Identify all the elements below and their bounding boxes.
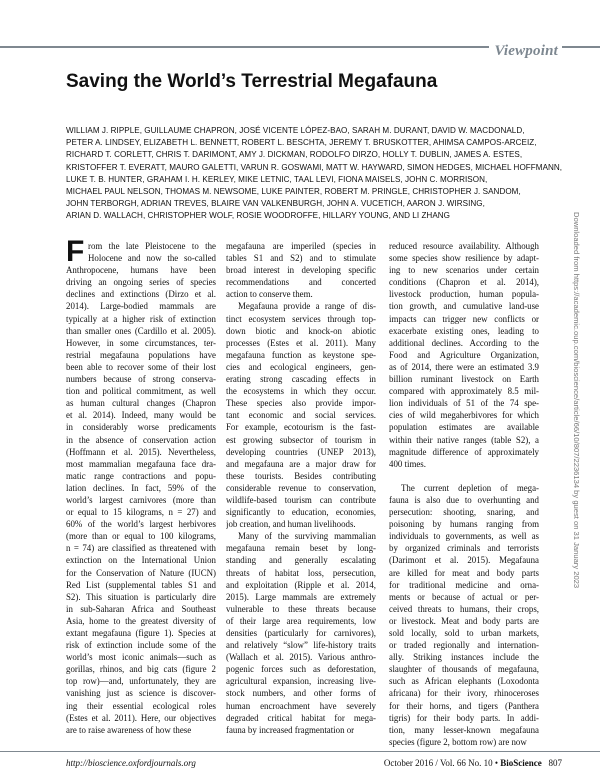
text-line: Food and Agriculture Organization, [389, 349, 539, 360]
text-line: reduced resource availability. Although [389, 241, 539, 251]
text-line: in sub-Saharan Africa and Southeast [66, 603, 216, 614]
text-line: action to conserve them. [226, 289, 313, 300]
text-line: agricultural expansion, increasing live- [226, 676, 376, 687]
author-line: ARIAN D. WALLACH, CHRISTOPHER WOLF, ROSIE WOODROFFE, HILLARY YOUNG, AND LI ZHANG [66, 211, 451, 221]
text-line: or equal to 15 kilograms, n = 27) and [66, 507, 216, 518]
footer-rule [0, 751, 600, 752]
text-line: extinction on the International Union [66, 555, 216, 566]
text-line: vanishing just as science is discover- [66, 688, 216, 699]
text-line: most mammalian megafauna face dra- [66, 458, 216, 469]
text-line: processes (Estes et al. 2011). Many [226, 337, 376, 348]
text-line: as of 2014, there were an estimated 3.9 [389, 361, 539, 372]
text-line: typically at a higher risk of extinction [66, 313, 216, 324]
text-line: africana) for their ivory, rhinoceroses [389, 688, 539, 699]
text-line: tion, many lesser-known megafauna [389, 724, 539, 735]
text-line: been able to recover some of their lost [66, 361, 216, 372]
text-line: within their native ranges (table S2), a [389, 434, 539, 445]
download-note: Downloaded from https://academic.oup.com/bioscience/article/66/10/807/2236134 by guest on 31 January 2023 [572, 212, 581, 589]
text-line: 2014). Large-bodied mammals are [66, 301, 216, 312]
text-line: exacerbate existing ones, leading to [389, 325, 539, 336]
text-line: some species show resilience by adapt- [389, 253, 539, 264]
text-line: such as African elephants (Loxodonta [389, 676, 539, 687]
text-line: n = 74) are classified as threatened with [66, 543, 216, 554]
text-line: world’s largest carnivores (more than [66, 494, 216, 505]
text-line [389, 470, 539, 482]
text-line: developing countries (UNEP 2013), [226, 446, 376, 457]
author-line: MICHAEL PAUL NELSON, THOMAS M. NEWSOME, LUKE PAINTER, ROBERT M. PRINGLE, CHRISTOPHER J. SANDOM, [66, 187, 521, 197]
author-line: PETER A. LINDSEY, ELIZABETH L. BENNETT, ROBERT L. BESCHTA, JEREMY T. BRUSKOTTER, AHIMSA CAMPOS-ARCEIZ, [66, 138, 537, 148]
text-line: threats of habitat loss, persecution, [226, 567, 376, 578]
text-line: or traded regionally and internation- [389, 640, 539, 651]
author-line: JOHN TERBORGH, ADRIAN TREVES, BLAIRE VAN VALKENBURGH, JOHN A. VUCETICH, AARON J. WIRSING, [66, 199, 485, 209]
text-line: lion individuals of 51 of the 74 spe- [389, 398, 539, 409]
text-line: wildlife-based tourism can contribute [226, 494, 376, 505]
text-line: These species also provide impor- [226, 398, 376, 409]
text-line: human encroachment have severely [226, 700, 376, 711]
text-line: are to raise awareness of how these [66, 724, 192, 735]
text-line: ceived threats to humans, their crops, [389, 603, 539, 614]
text-line: However, in some circumstances, ter- [66, 337, 216, 348]
text-line: rom the late Pleistocene to the [88, 241, 216, 251]
text-line: risk of extinction include some of the [66, 640, 216, 651]
text-line: (Wallach et al. 2015). Various anthro- [226, 652, 376, 663]
text-line: sold locally, sold to urban markets, [389, 628, 539, 638]
text-line: top row)—and, unfortunately, they are [66, 676, 216, 687]
text-line: est growing subsector of tourism in [226, 434, 376, 445]
footer-journal: BioScience [500, 758, 542, 768]
text-line: densities (particularly for carnivores), [226, 628, 376, 638]
text-line: tion and political commitment, as well [66, 386, 216, 397]
text-line: standing and generally escalating [226, 555, 376, 566]
text-line: Holocene and now the so-called [88, 253, 216, 264]
author-line: KRISTOFFER T. EVERATT, MAURO GALETTI, VARUN R. GOSWAMI, MATT W. HAYWARD, SIMON HEDGES, MICHAEL HOFFMANN, [66, 162, 563, 172]
text-line: population estimates are available [389, 422, 539, 433]
text-line: down biotic and knock-on abiotic [226, 325, 376, 336]
text-line: (more than or equal to 100 kilograms, [66, 531, 216, 542]
text-line: erating strong cascading effects in [226, 374, 376, 385]
text-line: compared with approximately 8.5 mil- [389, 386, 539, 397]
text-line: degraded critical habitat for mega- [226, 712, 376, 723]
text-line: fauna is also due to overhunting and [389, 494, 539, 505]
text-line: and exploitation (Ripple et al. 2014, [226, 579, 376, 590]
author-line: WILLIAM J. RIPPLE, GUILLAUME CHAPRON, JOSÉ VICENTE LÓPEZ-BAO, SARAH M. DURANT, DAVID W. MACDONALD, [66, 126, 525, 135]
text-line: megafauna remain beset by long- [226, 543, 376, 554]
text-line: 2015). Large mammals are extremely [226, 591, 376, 602]
text-line: Many of the surviving mammalian [238, 531, 376, 542]
text-line: lation declines. In fact, 59% of the [66, 482, 216, 493]
text-line: for traditional medicine and orna- [389, 579, 539, 590]
text-line: Megafauna provide a range of dis- [238, 301, 376, 312]
text-line: restrial megafauna populations have [66, 349, 216, 360]
text-line: by organized criminals and terrorists [389, 543, 539, 554]
text-line: et al. 2014). Indeed, many would be [66, 410, 216, 421]
text-line: tigris) for their body parts. In addi- [389, 712, 539, 723]
text-line: the ecosystems in which they occur. [226, 386, 376, 397]
text-line: poisoning by humans ranging from [389, 519, 539, 530]
body-column-3 [389, 240, 539, 748]
drop-cap: F [66, 235, 85, 268]
text-line: 60% of the world’s largest herbivores [66, 519, 216, 530]
text-line: livestock production, human popula- [389, 289, 539, 300]
text-line: or livestock. Meat and body parts are [389, 615, 539, 626]
text-line: extant megafauna (figure 1). Species at [66, 628, 216, 638]
author-list [66, 125, 563, 223]
text-line: are killed for meat and body parts [389, 567, 539, 578]
text-line: Asia, home to the greatest diversity of [66, 615, 216, 626]
text-line: tables S1 and S2) and to stimulate [226, 253, 376, 264]
article-title: Saving the World’s Terrestrial Megafauna [66, 71, 438, 92]
text-line: matic range contractions and popu- [66, 470, 216, 481]
text-line: The current depletion of mega- [401, 482, 539, 493]
footer-url[interactable]: http://bioscience.oxfordjournals.org [66, 758, 196, 768]
text-line: tion growth, and cumulative land-use [389, 301, 539, 312]
text-line: fauna by increased fragmentation or [226, 724, 355, 735]
text-line: (Estes et al. 2011). Here, our objectives [66, 712, 216, 723]
text-line: ally. Striking instances include the [389, 652, 539, 663]
text-line: megafauna are imperiled (species in [226, 241, 376, 251]
text-line: conditions (Chapron et al. 2014), [389, 277, 539, 288]
text-line: megafauna function as keystone spe- [226, 349, 376, 360]
text-line: tant economic and social services. [226, 410, 376, 421]
text-line: stock numbers, and other forms of [226, 688, 376, 699]
text-line: slaughter of thousands of megafauna, [389, 664, 539, 675]
text-line: significantly to education, economies, [226, 507, 376, 518]
text-line: these tourists. Besides contributing [226, 470, 376, 481]
text-line: billion ruminant livestock on Earth [389, 374, 539, 385]
text-line: considerable revenue to conservation, [226, 482, 376, 493]
text-line: additional declines. According to the [389, 337, 539, 348]
text-line: cies and ecological engineers, gen- [226, 361, 376, 372]
author-line: RICHARD T. CORLETT, CHRIS T. DARIMONT, AMY J. DICKMAN, RODOLFO DIRZO, HOLLY T. DUBLIN, JAMES A. ESTES, [66, 150, 523, 160]
text-line: for their horns, and tigers (Panthera [389, 700, 539, 711]
text-line: world’s most iconic animals—such as [66, 652, 216, 663]
text-line: magnitude difference of approximately [389, 446, 539, 457]
text-line: Anthropocene, humans have been [66, 265, 216, 276]
author-line: LUKE T. B. HUNTER, GRAHAM I. H. KERLEY, MIKE LETNIC, TAAL LEVI, FIONA MAISELS, JOHN C. MORRISON, [66, 174, 488, 184]
text-line: (Darimont et al. 2015). Megafauna [389, 555, 539, 566]
text-line: ing to new scenarios under certain [389, 265, 539, 276]
text-line: declines and extinctions (Dirzo et al. [66, 289, 216, 300]
footer-citation [384, 758, 562, 768]
text-line: vulnerable to these threats because [226, 603, 376, 614]
text-line: 400 times. [389, 458, 426, 469]
text-line: individuals to governments, as well as [389, 531, 539, 542]
text-line: S2). This situation is particularly dire [66, 591, 216, 602]
text-line: Red List (supplemental tables S1 and [66, 579, 216, 590]
text-line: in considerably worse predicaments [66, 422, 216, 433]
text-line: (Hoffmann et al. 2015). Nevertheless, [66, 446, 216, 457]
text-line: cies of wild megaherbivores for which [389, 410, 539, 421]
text-line: broad interest in developing specific [226, 265, 376, 276]
section-tag: Viewpoint [489, 43, 563, 60]
text-line: than smaller ones (Cardillo et al. 2005). [66, 325, 216, 336]
text-line: of their large area requirements, low [226, 615, 376, 626]
text-line: recommendations and concerted [226, 277, 376, 288]
footer-issue: October 2016 / Vol. 66 No. 10 • [383, 758, 501, 768]
text-line: numbers because of strong conserva- [66, 374, 216, 385]
page-number: 807 [548, 758, 562, 768]
text-line: pogenic forces such as deforestation, [226, 664, 376, 675]
text-line: ments or because of actual or per- [389, 591, 539, 602]
text-line: as human cultural changes (Chapron [66, 398, 216, 409]
text-line: and megafauna are a major draw for [226, 458, 376, 469]
text-line: and relatively “slow” life-history traits [226, 640, 376, 651]
text-line: For example, ecotourism is the fast- [226, 422, 376, 433]
body-column-2 [226, 240, 376, 736]
text-line: impacts can trigger new conflicts or [389, 313, 539, 324]
text-line: tinct ecosystem services through top- [226, 313, 376, 324]
text-line: driving an ongoing series of species [66, 277, 216, 288]
text-line: in the absence of conservation action [66, 434, 216, 445]
text-line: persecution: shooting, snaring, and [389, 507, 539, 518]
text-line: ing their essential ecological roles [66, 700, 216, 711]
text-line: for the Conservation of Nature (IUCN) [66, 567, 216, 578]
text-line: gorillas, rhinos, and big cats (figure 2 [66, 664, 216, 675]
text-line: job creation, and human livelihoods. [226, 519, 356, 530]
body-column-1 [66, 235, 216, 736]
text-line: species (figure 2, bottom row) are now [389, 736, 527, 747]
